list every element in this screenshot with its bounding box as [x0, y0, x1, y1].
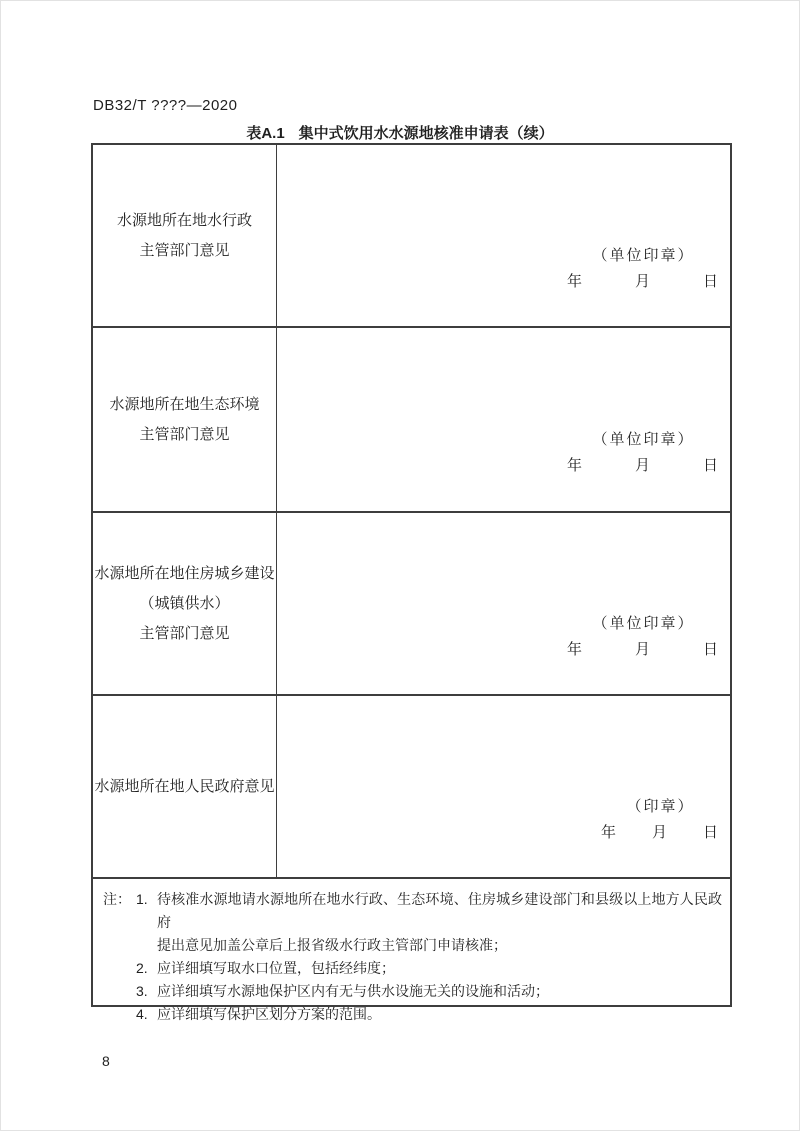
table-caption-title: 集中式饮用水水源地核准申请表（续） [298, 125, 554, 142]
note-item [136, 888, 722, 957]
date-line: 年 月 日 [566, 272, 720, 290]
opinion-cell [277, 328, 730, 511]
row-label-line: 主管部门意见 [139, 624, 230, 642]
row-label-line: 水源地所在地水行政 [116, 211, 252, 229]
stamp-block [601, 794, 720, 846]
stamp-label: （印章） [626, 797, 695, 815]
stamp-block [567, 427, 720, 479]
note-number: 1. [136, 891, 148, 907]
row-label-cell [93, 696, 277, 877]
note-line: 应详细填写取水口位置，包括经纬度； [157, 960, 395, 976]
row-label-cell [93, 145, 277, 326]
date-line: 年 月 日 [566, 640, 720, 658]
note-item [136, 980, 722, 1003]
date-line: 年 月 日 [566, 456, 720, 474]
opinion-cell [277, 696, 730, 877]
note-body [157, 957, 722, 980]
stamp-label: （单位印章） [592, 246, 695, 264]
notes-prefix: 注： [103, 891, 131, 907]
note-line: 应详细填写水源地保护区内有无与供水设施无关的设施和活动； [157, 983, 549, 999]
stamp-label: （单位印章） [592, 430, 695, 448]
date-line: 年 月 日 [600, 823, 720, 841]
table-caption [1, 122, 799, 143]
row-label-line: 主管部门意见 [139, 241, 230, 259]
note-body [157, 1003, 722, 1026]
opinion-cell [277, 145, 730, 326]
stamp-block [567, 243, 720, 295]
stamp-block [567, 611, 720, 663]
note-number: 4. [136, 1006, 148, 1022]
stamp-label: （单位印章） [592, 614, 695, 632]
page-number: 8 [102, 1053, 110, 1069]
row-label-cell [93, 328, 277, 511]
note-body [157, 980, 722, 1003]
document-number: DB32/T ????—2020 [93, 97, 238, 114]
table-caption-label: 表A.1 [246, 125, 285, 142]
row-label-line: 主管部门意见 [139, 425, 230, 443]
row-label-line: 水源地所在地生态环境 [109, 395, 260, 413]
table-row [93, 696, 730, 879]
note-line: 应详细填写保护区划分方案的范围。 [157, 1006, 381, 1022]
note-item [136, 957, 722, 980]
table-row [93, 145, 730, 328]
opinion-cell [277, 513, 730, 694]
row-label-line: 水源地所在地人民政府意见 [94, 777, 275, 795]
table-row [93, 513, 730, 696]
approval-table [91, 143, 732, 1022]
note-item [136, 1003, 722, 1026]
note-number: 3. [136, 983, 148, 999]
row-label-line: 水源地所在地住房城乡建设 [94, 564, 275, 582]
row-label-line: （城镇供水） [139, 594, 230, 612]
notes-list [136, 888, 722, 1022]
row-label-cell [93, 513, 277, 694]
note-line: 待核准水源地请水源地所在地水行政、生态环境、住房城乡建设部门和县级以上地方人民政府 [157, 891, 722, 930]
note-number: 2. [136, 960, 148, 976]
notes-cell [93, 879, 730, 1022]
table-row [93, 328, 730, 513]
note-body [157, 888, 722, 957]
note-line: 提出意见加盖公章后上报省级水行政主管部门申请核准； [157, 937, 507, 953]
